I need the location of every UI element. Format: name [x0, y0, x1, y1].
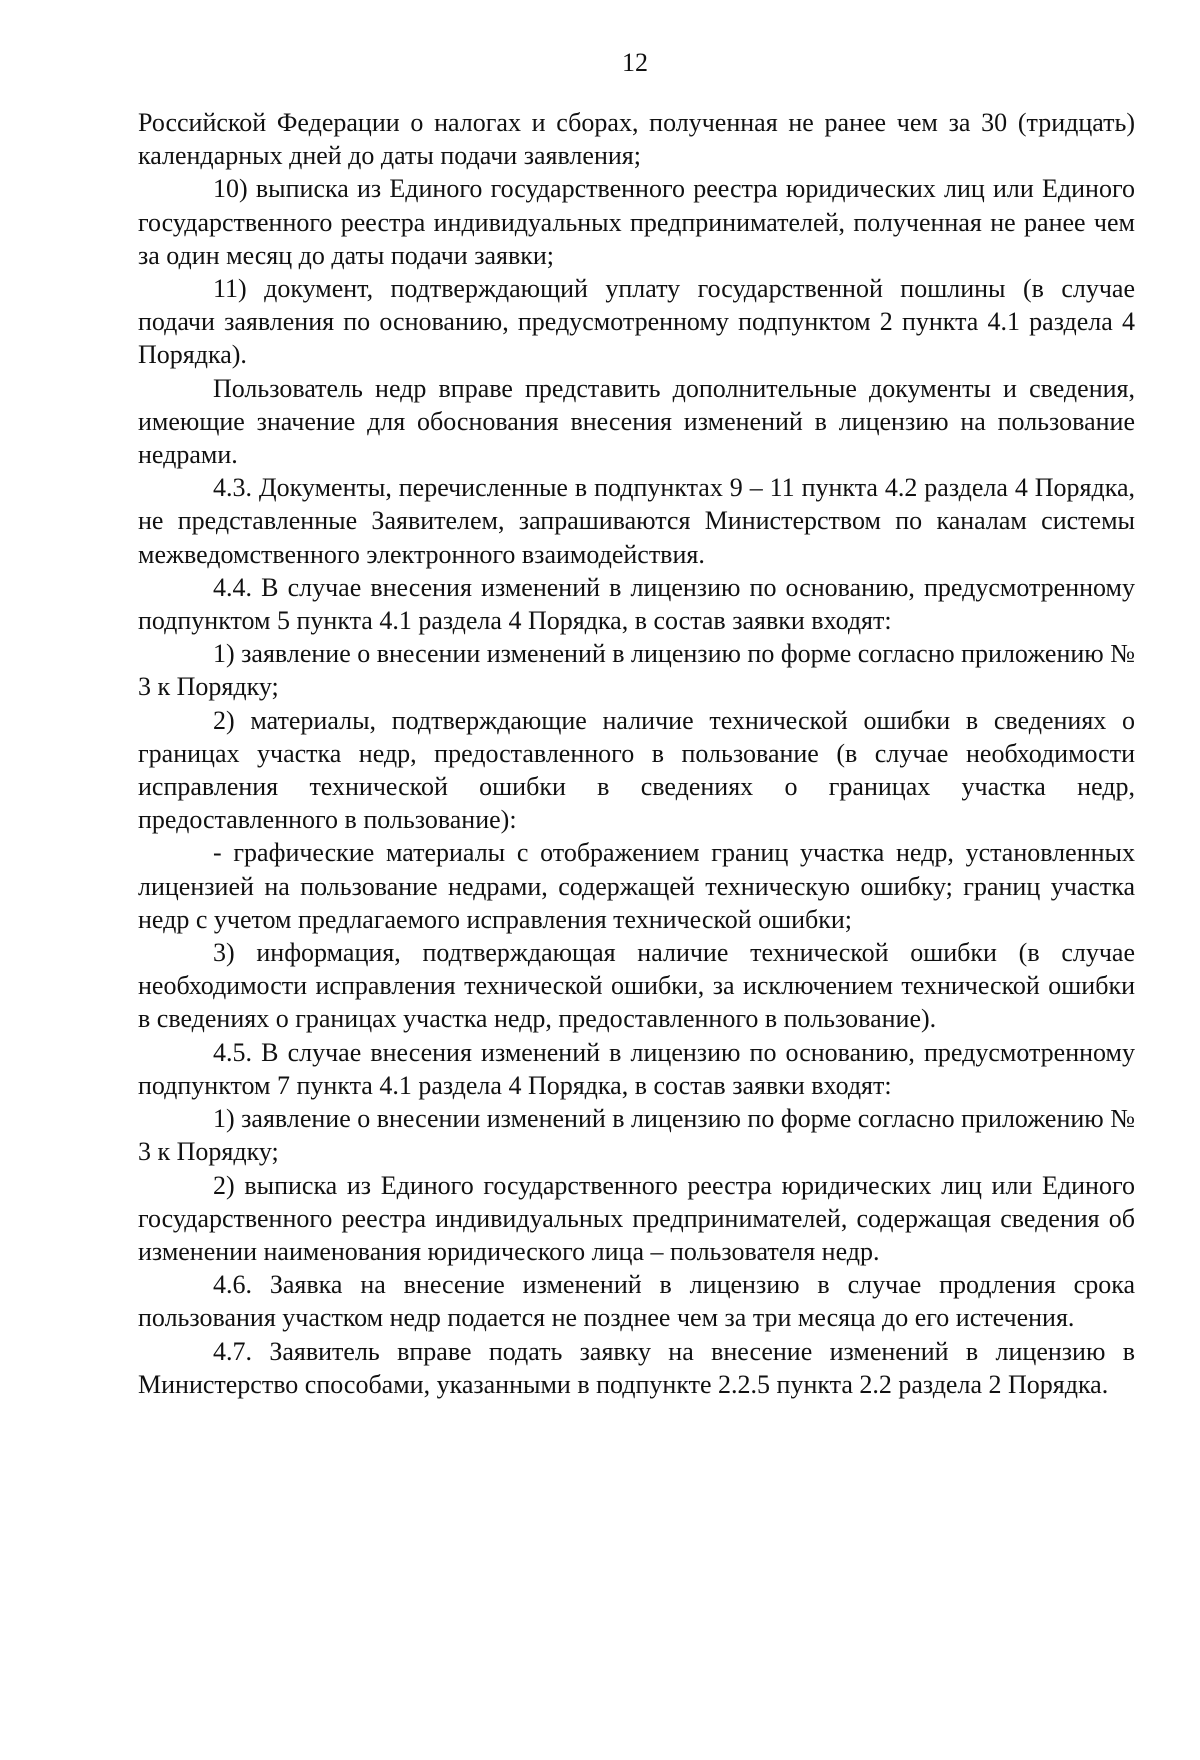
- paragraph: 4.3. Документы, перечисленные в подпунктах 9 – 11 пункта 4.2 раздела 4 Порядка, не представленные Заявителем, запрашиваются Министерством по каналам системы межведомственного электронного взаимодействия.: [138, 473, 1135, 569]
- paragraph: Пользователь недр вправе представить дополнительные документы и сведения, имеющие значение для обоснования внесения изменений в лицензию на пользование недрами.: [138, 373, 1135, 470]
- paragraph: 4.6. Заявка на внесение изменений в лицензию в случае продления срока пользования участком недр подается не позднее чем за три месяца до его истечения.: [138, 1270, 1135, 1333]
- paragraph: - графические материалы с отображением границ участка недр, установленных лицензией на пользование недрами, содержащей техническую ошибку; границ участка недр с учетом предлагаемого исправления технической ошибки;: [138, 838, 1135, 934]
- paragraph: 2) материалы, подтверждающие наличие технической ошибки в сведениях о границах участка недр, предоставленного в пользование (в случае необходимости исправления технической ошибки в сведениях о границах участка недр, предоставленного в пользование):: [138, 705, 1135, 835]
- paragraph: 11) документ, подтверждающий уплату государственной пошлины (в случае подачи заявления по основанию, предусмотренному подпунктом 2 пункта 4.1 раздела 4 Порядка).: [138, 274, 1135, 370]
- paragraph: 3) информация, подтверждающая наличие технической ошибки (в случае необходимости исправления технической ошибки, за исключением технической ошибки в сведениях о границах участка недр, предоставленного в пользование).: [138, 938, 1135, 1034]
- page-number: 12: [622, 48, 648, 77]
- paragraph: 4.5. В случае внесения изменений в лицензию по основанию, предусмотренному подпунктом 7 пункта 4.1 раздела 4 Порядка, в состав заявки входят:: [138, 1037, 1135, 1100]
- paragraph: 2) выписка из Единого государственного реестра юридических лиц или Единого государственного реестра индивидуальных предпринимателей, содержащая сведения об изменении наименования юридического лица – пользователя недр.: [138, 1170, 1135, 1266]
- paragraph: Российской Федерации о налогах и сборах, полученная не ранее чем за 30 (тридцать) календарных дней до даты подачи заявления;: [138, 108, 1135, 171]
- paragraph: 10) выписка из Единого государственного реестра юридических лиц или Единого государственного реестра индивидуальных предпринимателей, полученная не ранее чем за один месяц до даты подачи заявки;: [138, 174, 1135, 270]
- paragraph: 1) заявление о внесении изменений в лицензию по форме согласно приложению № 3 к Порядку;: [138, 1104, 1135, 1167]
- document-body: [138, 106, 1135, 1401]
- paragraph: 4.4. В случае внесения изменений в лицензию по основанию, предусмотренному подпунктом 5 пункта 4.1 раздела 4 Порядка, в состав заявки входят:: [138, 572, 1135, 636]
- paragraph: 1) заявление о внесении изменений в лицензию по форме согласно приложению № 3 к Порядку;: [138, 639, 1135, 702]
- paragraph: 4.7. Заявитель вправе подать заявку на внесение изменений в лицензию в Министерство способами, указанными в подпункте 2.2.5 пункта 2.2 раздела 2 Порядка.: [138, 1336, 1135, 1399]
